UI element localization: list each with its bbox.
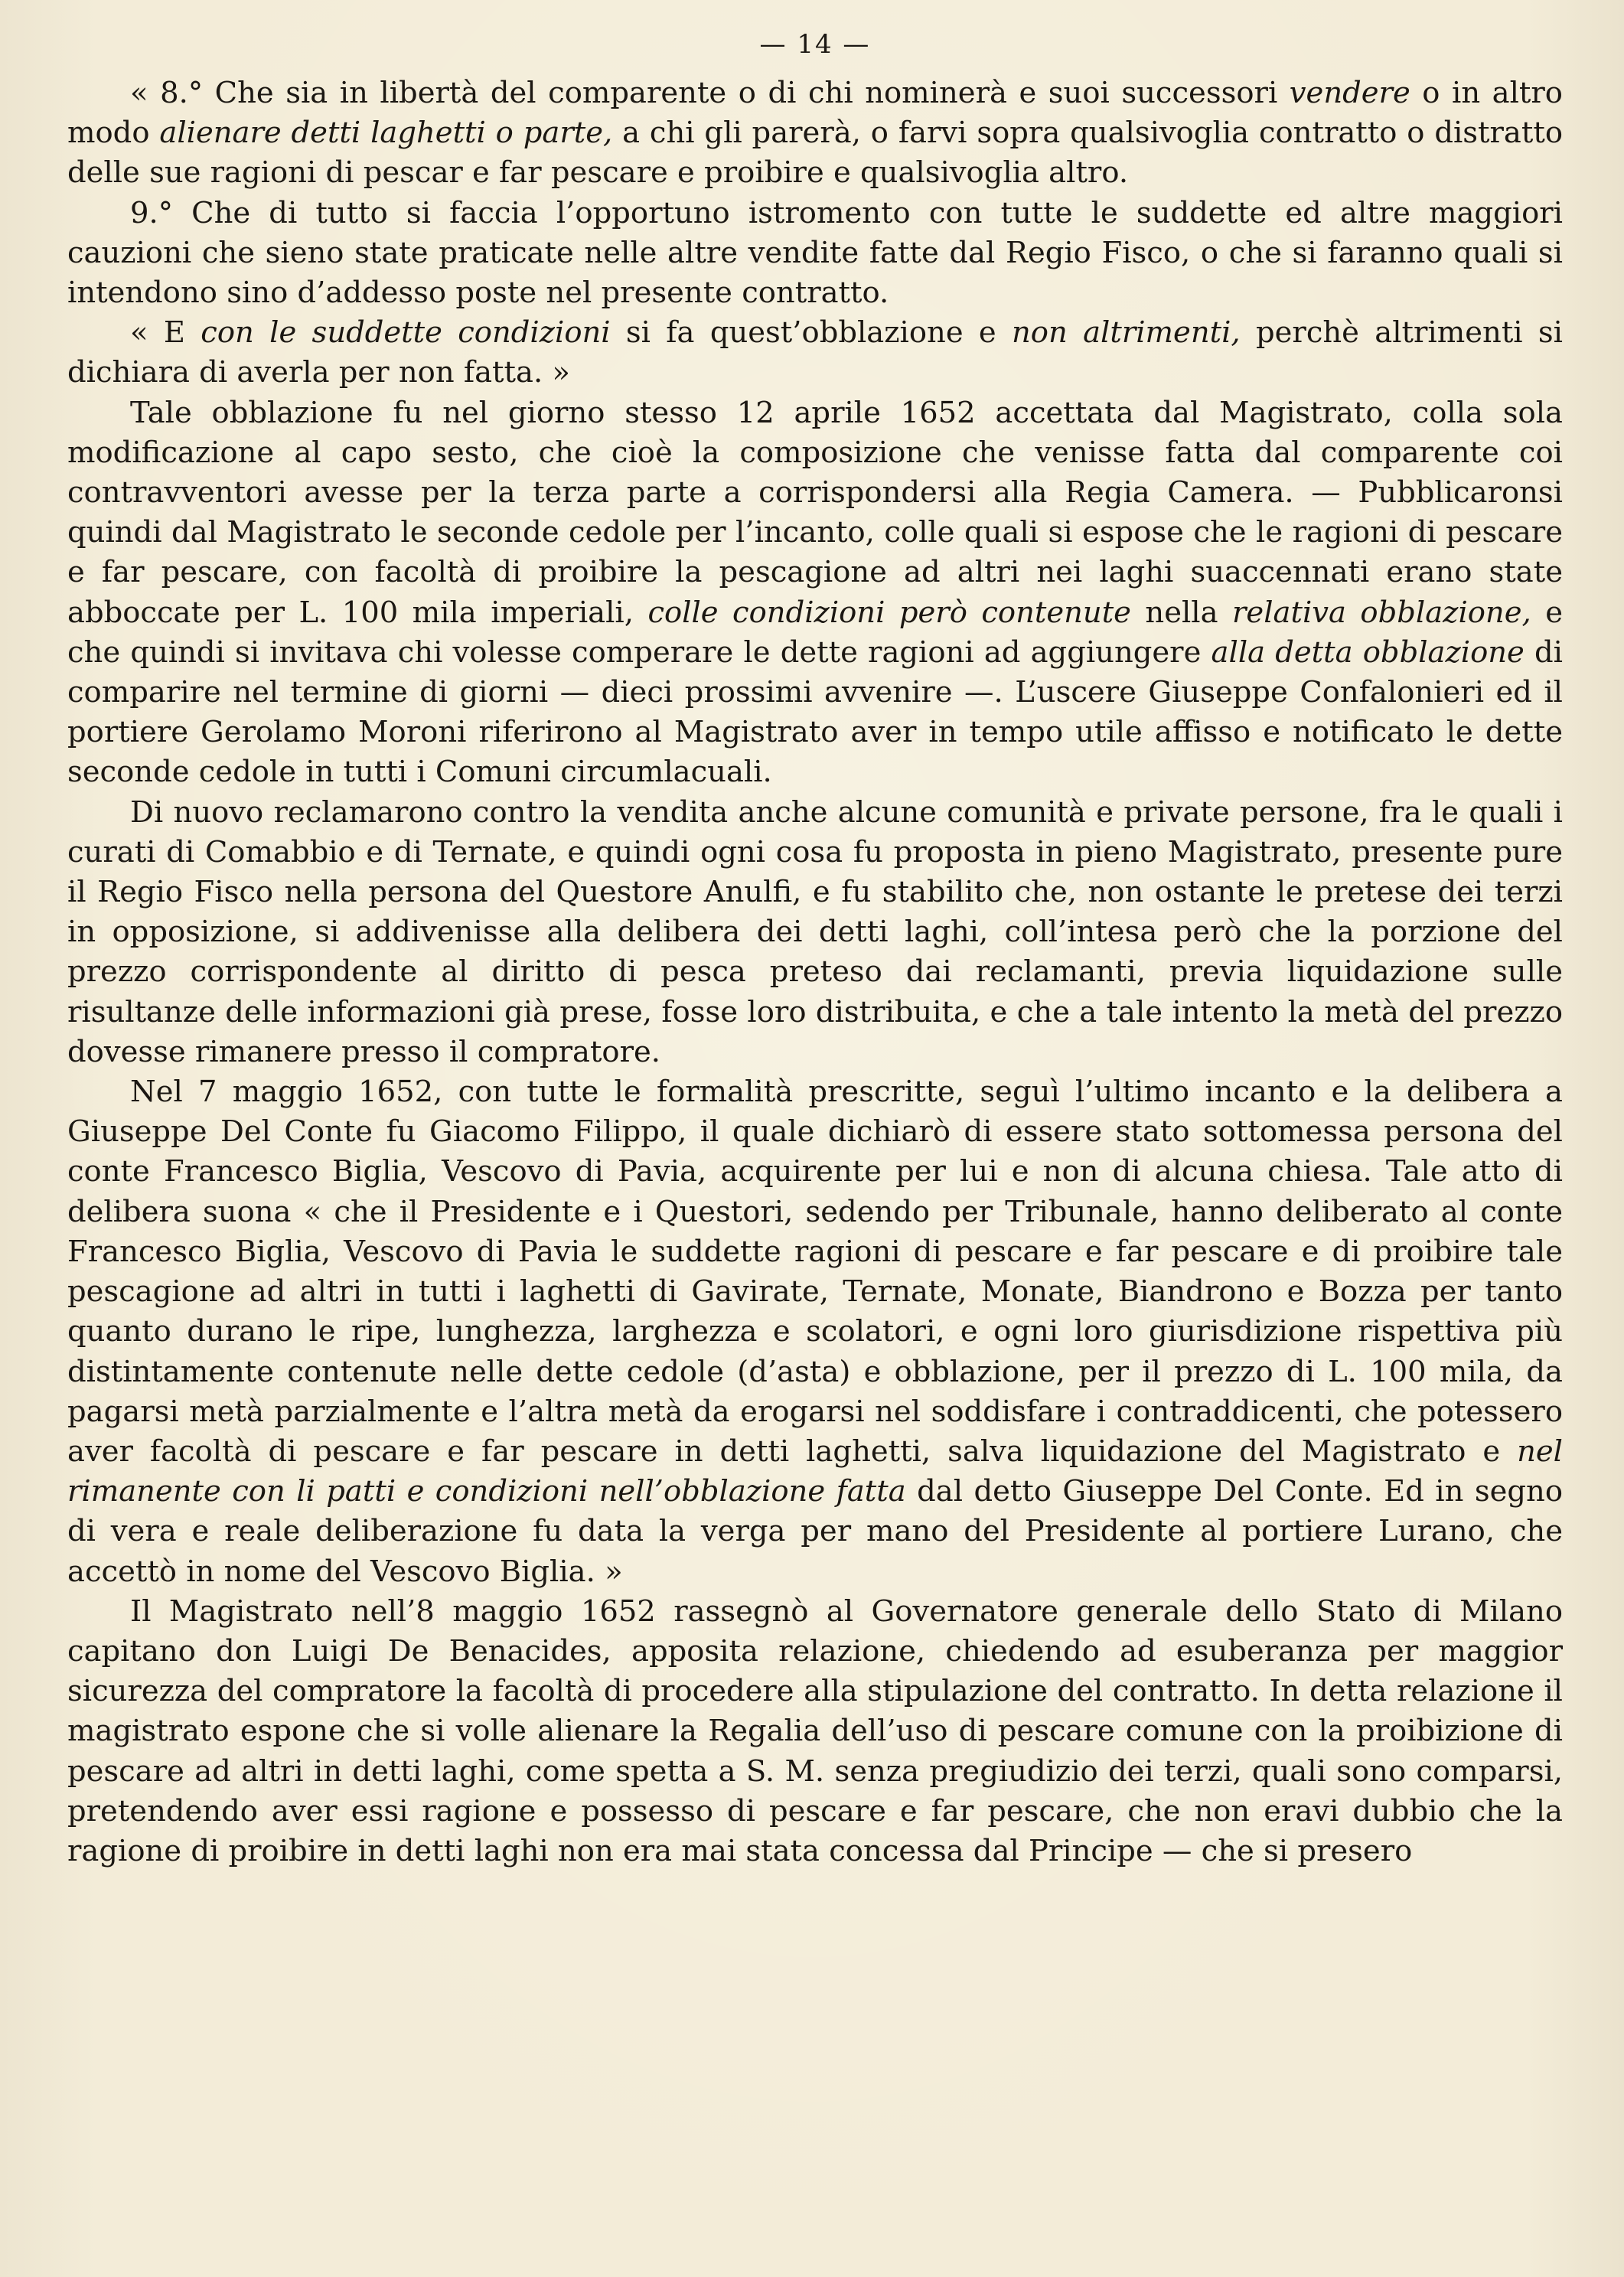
paragraph-auction xyxy=(67,1072,1563,1592)
text-run: Tale obblazione fu nel giorno stesso 12 aprile 1652 accettata dal Magistrato, colla sola modificazione al capo sesto, che cioè la composizione che venisse fatta dal comparente coi contravventori avesse per la terza parte a corrispondersi alla Regia Camera. — Pubblicaronsi quindi dal Magistrato le seconde cedole per l’incanto, colle quali si espose che le ragioni di pescare e far pescare, con facoltà di proibire la pescagione ad altri nei laghi suaccennati erano state abboccate per L. 100 mila imperiali, xyxy=(67,395,1563,630)
text-run: « E xyxy=(130,315,201,351)
text-run: o in altro modo xyxy=(67,76,1563,151)
paragraph-report xyxy=(67,1592,1563,1871)
italic-text-run: nel rimanente con li patti e condizioni nell’obblazione fatta xyxy=(67,1434,1563,1509)
text-run: Di nuovo reclamarono contro la vendita anche alcune comunità e private persone, fra le quali i curati di Comabbio e di Ternate, e quindi ogni cosa fu proposta in pieno Magistrato, presente pure il Regio Fisco nella persona del Questore Anulfi, e fu stabilito che, non ostante le pretese dei terzi in opposizione, si addivenisse alla delibera dei detti laghi, coll’intesa però che la porzione del prezzo corrispondente al diritto di pesca preteso dai reclamanti, previa liquidazione sulle risultanze delle informazioni già prese, fosse loro distribuita, e che a tale intento la metà del prezzo dovesse rimanere presso il compratore. xyxy=(67,794,1563,1069)
italic-text-run: con le suddette condizioni xyxy=(201,315,611,351)
body-text xyxy=(67,73,1563,1871)
paragraph-conditions-clause xyxy=(67,313,1563,393)
text-run: si fa quest’obblazione e xyxy=(610,315,1013,351)
text-run: a chi gli parerà, o farvi sopra qualsivoglia contratto o distratto delle sue ragioni di pescar e far pescare e proibire e qualsivoglia altro. xyxy=(67,116,1563,191)
text-run: dal detto Giuseppe Del Conte. Ed in segno di vera e reale deliberazione fu data la verga per mano del Presidente al portiere Lurano, che accettò in nome del Vescovo Biglia. » xyxy=(67,1474,1563,1589)
page-number: — 14 — xyxy=(759,29,871,60)
italic-text-run: vendere xyxy=(1289,76,1410,110)
italic-text-run: alienare detti laghetti o parte, xyxy=(159,116,613,151)
text-run: nella xyxy=(1130,595,1233,630)
text-run: Il Magistrato nell’8 maggio 1652 rassegnò al Governatore generale dello Stato di Milano capitano don Luigi De Benacides, apposita relazione, chiedendo ad esuberanza per maggior sicurezza del compratore la facoltà di procedere alla stipulazione del contratto. In detta relazione il magistrato espone che si volle alienare la Regalia dell’uso di pescare comune con la proibizione di pescare ad altri in detti laghi, come spetta a S. M. senza pregiudizio dei terzi, quali sono comparsi, pretendendo aver essi ragione e possesso di pescare e far pescare, che non eravi dubbio che la ragione di proibire in detti laghi non era mai stata concessa dal Principe — che si presero xyxy=(67,1594,1563,1868)
paragraph-acceptance xyxy=(67,393,1563,793)
text-run: di comparire nel termine di giorni — dieci prossimi avvenire —. L’uscere Giuseppe Confalonieri ed il portiere Gerolamo Moroni riferirono al Magistrato aver in tempo utile affisso e notificato le dette seconde cedole in tutti i Comuni circumlacuali. xyxy=(67,634,1563,790)
italic-text-run: relativa obblazione, xyxy=(1232,595,1531,630)
italic-text-run: alla detta obblazione xyxy=(1211,634,1525,670)
italic-text-run: colle condizioni però contenute xyxy=(647,595,1131,630)
text-run: « 8.° Che sia in libertà del comparente o di chi nominerà e suoi successori xyxy=(130,76,1290,110)
text-run: Nel 7 maggio 1652, con tutte le formalità prescritte, seguì l’ultimo incanto e la delibera a Giuseppe Del Conte fu Giacomo Filippo, il quale dichiarò di essere stato sottomessa persona del conte Francesco Biglia, Vescovo di Pavia, acquirente per lui e non di alcuna chiesa. Tale atto di delibera suona « che il Presidente e i Questori, sedendo per Tribunale, hanno deliberato al conte Francesco Biglia, Vescovo di Pavia le suddette ragioni di pescare e far pescare e di proibire tale pescagione ad altri in tutti i laghetti di Gavirate, Ternate, Monate, Biandrono e Bozza per tanto quanto durano le ripe, lunghezza, larghezza e scolatori, e ogni loro giurisdizione rispettiva più distintamente contenute nelle dette cedole (d’asta) e obblazione, per il prezzo di L. 100 mila, da pagarsi metà parzialmente e l’altra metà da erogarsi nel soddisfare i contraddicenti, che potessero aver facoltà di pescare e far pescare in detti laghetti, salva liquidazione del Magistrato e xyxy=(67,1075,1563,1469)
text-run: perchè altrimenti si dichiara di averla per non fatta. » xyxy=(67,315,1563,390)
paragraph-article-8 xyxy=(67,73,1563,194)
paragraph-complaints xyxy=(67,793,1563,1072)
text-run: 9.° Che di tutto si faccia l’opportuno istromento con tutte le suddette ed altre maggiori cauzioni che sieno state praticate nelle altre vendite fatte dal Regio Fisco, o che si faranno quali si intendono sino d’addesso poste nel presente contratto. xyxy=(67,195,1563,311)
italic-text-run: non altrimenti, xyxy=(1012,315,1241,351)
text-run: e che quindi si invitava chi volesse comperare le dette ragioni ad aggiungere xyxy=(67,595,1563,670)
paragraph-article-9 xyxy=(67,194,1563,314)
